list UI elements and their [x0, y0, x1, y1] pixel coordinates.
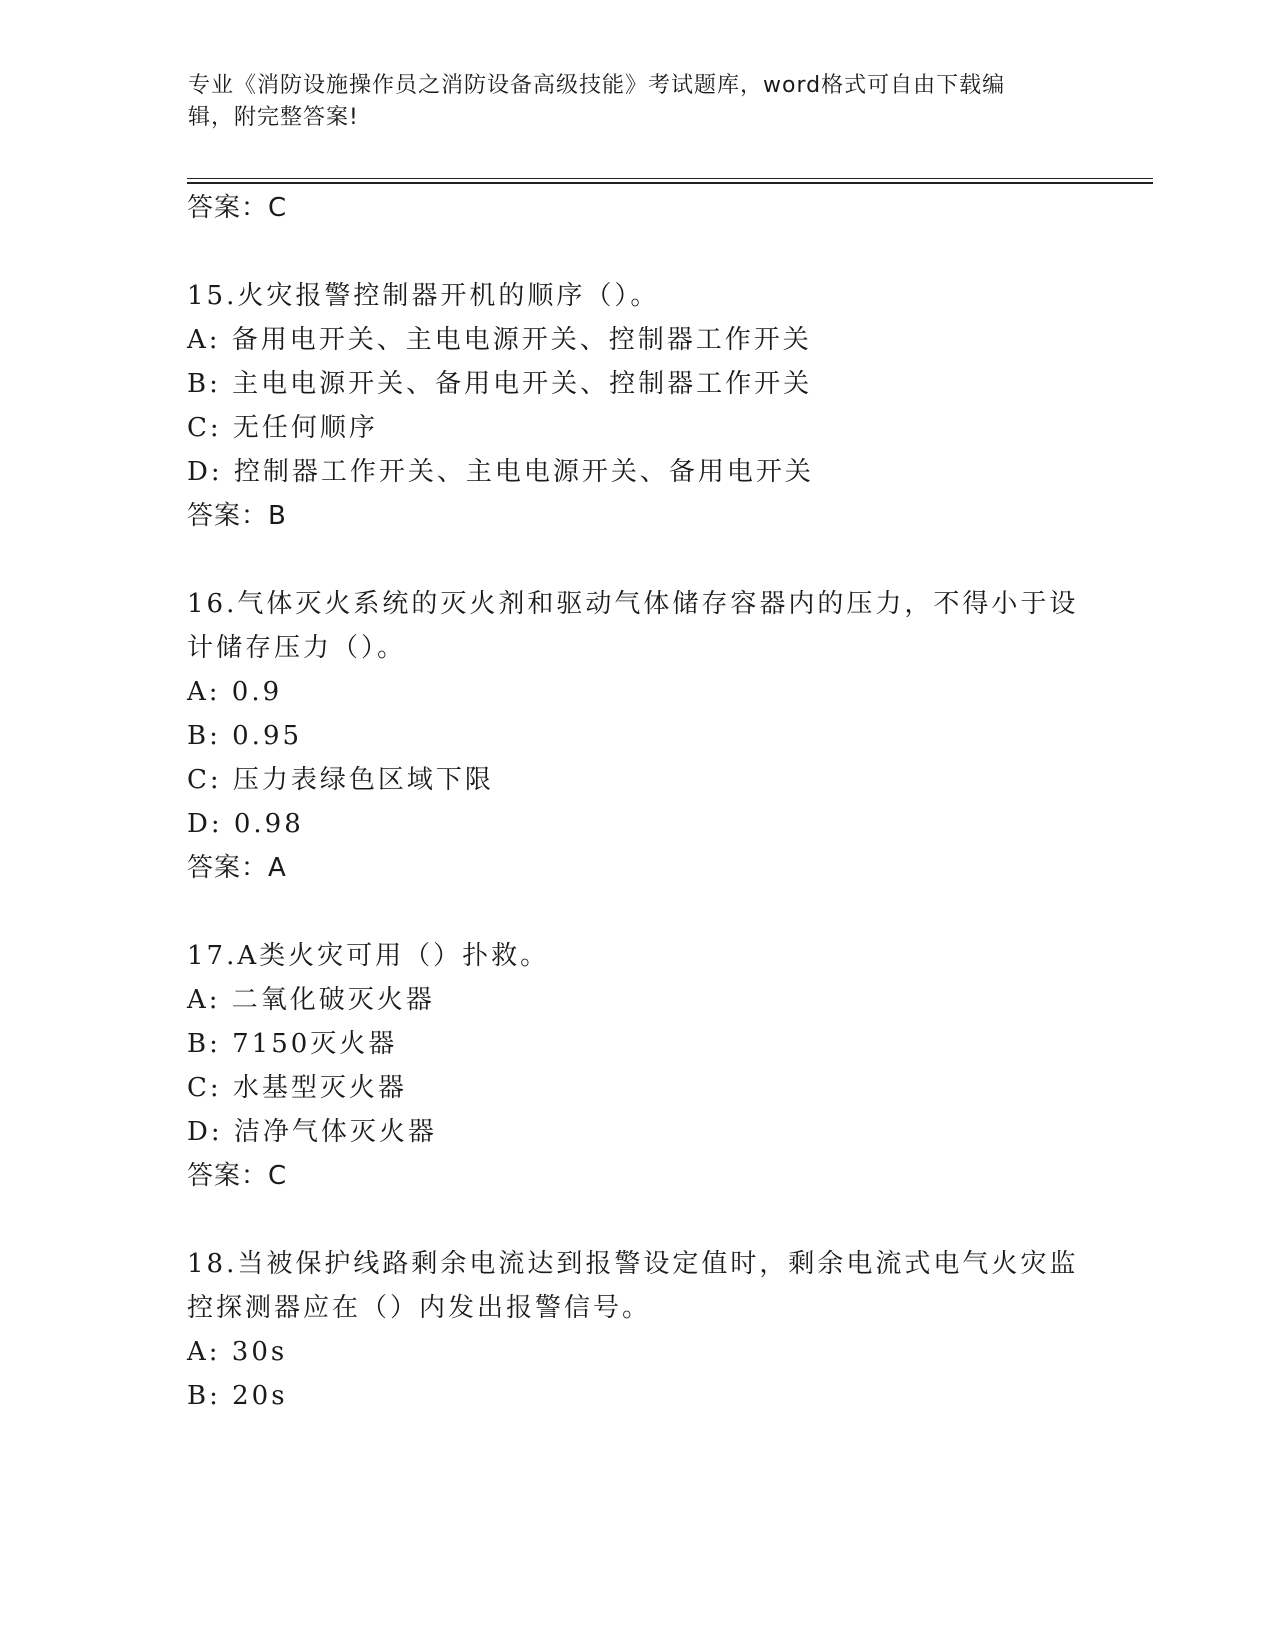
question-15-stem: 15.火灾报警控制器开机的顺序（）。	[187, 281, 660, 311]
header-line-2: 辑，附完整答案!	[188, 105, 359, 130]
question-15-option-c: C: 无任何顺序	[187, 413, 378, 443]
question-16-answer: 答案：A	[187, 853, 287, 883]
question-18-option-b: B: 20s	[187, 1381, 288, 1411]
previous-answer: 答案：C	[187, 193, 288, 223]
question-17-option-b: B: 7150灭火器	[187, 1029, 398, 1059]
question-17-option-c: C: 水基型灭火器	[187, 1073, 407, 1103]
question-18-stem-line-1: 18.当被保护线路剩余电流达到报警设定值时，剩余电流式电气火灾监	[187, 1249, 1079, 1279]
document-header	[188, 70, 1068, 134]
question-16-option-d: D: 0.98	[187, 809, 304, 839]
question-15-option-d: D: 控制器工作开关、主电电源开关、备用电开关	[187, 457, 814, 487]
question-15-option-a: A: 备用电开关、主电电源开关、控制器工作开关	[187, 325, 812, 355]
header-divider-thin	[187, 178, 1153, 179]
question-16-option-c: C: 压力表绿色区域下限	[187, 765, 494, 795]
question-16-option-a: A: 0.9	[187, 677, 283, 707]
question-18-option-a: A: 30s	[187, 1337, 288, 1367]
header-divider-thick	[187, 182, 1153, 184]
question-15-option-b: B: 主电电源开关、备用电开关、控制器工作开关	[187, 369, 813, 399]
question-17-option-a: A: 二氧化破灭火器	[187, 985, 435, 1015]
question-16-stem-line-1: 16.气体灭火系统的灭火剂和驱动气体储存容器内的压力，不得小于设	[187, 589, 1079, 619]
question-17-stem: 17.A类火灾可用（）扑救。	[187, 941, 550, 971]
question-18-stem-line-2: 控探测器应在（）内发出报警信号。	[187, 1293, 652, 1323]
question-17-option-d: D: 洁净气体灭火器	[187, 1117, 437, 1147]
question-15-answer: 答案：B	[187, 501, 287, 531]
header-line-1: 专业《消防设施操作员之消防设备高级技能》考试题库，word格式可自由下载编	[188, 73, 1006, 98]
question-16-stem-line-2: 计储存压力（）。	[187, 633, 407, 663]
question-17-answer: 答案：C	[187, 1161, 288, 1191]
question-16-option-b: B: 0.95	[187, 721, 303, 751]
